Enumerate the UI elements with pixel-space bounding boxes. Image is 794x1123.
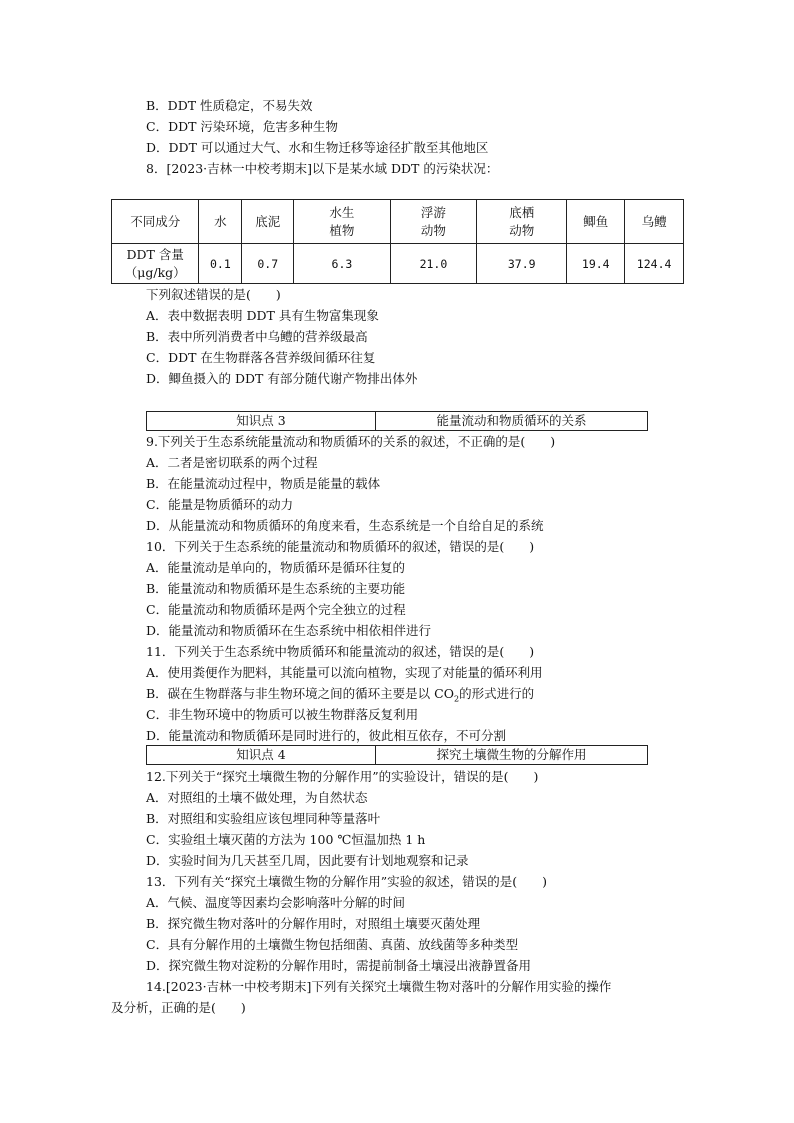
q13-option-b: B．探究微生物对落叶的分解作用时，对照组土壤要灭菌处理: [146, 916, 481, 931]
table-cell: 19.4: [567, 244, 625, 284]
q8-stem: 8．[2023·吉林一中校考期末]以下是某水域 DDT 的污染状况：: [146, 161, 499, 176]
q12-option-c: C．实验组土壤灭菌的方法为 100 ℃恒温加热 1 h: [146, 832, 426, 847]
table-header-cell: 不同成分: [112, 200, 199, 244]
table-data-row: [112, 244, 684, 284]
q8-option-a: A．表中数据表明 DDT 具有生物富集现象: [146, 308, 379, 323]
table-header-cell: 鲫鱼: [567, 200, 625, 244]
q11-option-d: D．能量流动和物质循环是同时进行的，彼此相互依存，不可分割: [146, 728, 507, 743]
knowledge-point-label: 知识点 3: [147, 412, 376, 430]
q11-option-a: A．使用粪便作为肥料，其能量可以流向植物，实现了对能量的循环利用: [146, 665, 543, 680]
q14-stem-line-1: 14.[2023·吉林一中校考期末]下列有关探究土壤微生物对落叶的分解作用实验的操作: [146, 979, 612, 994]
q10-option-b: B．能量流动和物质循环是生态系统的主要功能: [146, 581, 406, 596]
ddt-pollution-table: [111, 199, 684, 284]
table-cell: 124.4: [625, 244, 684, 284]
q13-option-d: D．探究微生物对淀粉的分解作用时，需提前制备土壤浸出液静置备用: [146, 958, 532, 973]
q7-option-c: C．DDT 污染环境，危害多种生物: [146, 119, 338, 134]
q11-option-c: C．非生物环境中的物质可以被生物群落反复利用: [146, 707, 419, 722]
q7-option-d: D．DDT 可以通过大气、水和生物迁移等途径扩散至其他地区: [146, 140, 489, 155]
q9-option-c: C．能量是物质循环的动力: [146, 497, 294, 512]
table-header-row: [112, 200, 684, 244]
table-header-cell: 底栖 动物: [477, 200, 567, 244]
table-header-cell: 底泥: [242, 200, 294, 244]
table-header-cell: 浮游 动物: [390, 200, 477, 244]
q8-option-d: D．鲫鱼摄入的 DDT 有部分随代谢产物排出体外: [146, 371, 418, 386]
knowledge-point-title: 能量流动和物质循环的关系: [436, 413, 587, 428]
q9-option-a: A．二者是密切联系的两个过程: [146, 455, 318, 470]
q7-option-b: B．DDT 性质稳定，不易失效: [146, 98, 313, 113]
q12-option-d: D．实验时间为几天甚至几周，因此要有计划地观察和记录: [146, 853, 469, 868]
q12-stem: 12.下列关于“探究土壤微生物的分解作用”的实验设计，错误的是( ): [146, 769, 539, 784]
table-header-cell: 水: [199, 200, 242, 244]
q12-option-b: B．对照组和实验组应该包埋同种等量落叶: [146, 811, 381, 826]
q8-option-b: B．表中所列消费者中乌鳢的营养级最高: [146, 329, 368, 344]
q9-option-b: B．在能量流动过程中，物质是能量的载体: [146, 476, 381, 491]
q8-option-c: C．DDT 在生物群落各营养级间循环往复: [146, 350, 376, 365]
table-row-label: DDT 含量 （μg/kg）: [112, 244, 199, 284]
q10-stem: 10．下列关于生态系统的能量流动和物质循环的叙述，错误的是( ): [146, 539, 535, 554]
q13-option-c: C．具有分解作用的土壤微生物包括细菌、真菌、放线菌等多种类型: [146, 937, 519, 952]
q11-option-b: B．碳在生物群落与非生物环境之间的循环主要是以 $CO_2$的形式进行的: [146, 686, 535, 704]
q10-option-d: D．能量流动和物质循环在生态系统中相依相伴进行: [146, 623, 432, 638]
table-header-cell: 乌鳢: [625, 200, 684, 244]
knowledge-point-title: 探究土壤微生物的分解作用: [436, 747, 587, 762]
q13-stem: 13．下列有关“探究土壤微生物的分解作用”实验的叙述，错误的是( ): [146, 874, 547, 889]
knowledge-point-label: 知识点 4: [147, 746, 376, 764]
table-cell: 0.1: [199, 244, 242, 284]
q10-option-a: A．能量流动是单向的，物质循环是循环往复的: [146, 560, 406, 575]
q9-option-d: D．从能量流动和物质循环的角度来看，生态系统是一个自给自足的系统: [146, 518, 544, 533]
q11-stem: 11．下列关于生态系统中物质循环和能量流动的叙述，错误的是( ): [146, 644, 535, 659]
table-cell: 6.3: [294, 244, 390, 284]
q10-option-c: C．能量流动和物质循环是两个完全独立的过程: [146, 602, 406, 617]
table-cell: 21.0: [390, 244, 477, 284]
q13-option-a: A．气候、温度等因素均会影响落叶分解的时间: [146, 895, 406, 910]
table-cell: 37.9: [477, 244, 567, 284]
q14-stem-line-2: 及分析，正确的是( ): [111, 1000, 246, 1015]
q8-question: 下列叙述错误的是( ): [146, 287, 281, 302]
table-cell: 0.7: [242, 244, 294, 284]
table-header-cell: 水生 植物: [294, 200, 390, 244]
knowledge-point-4-bar: [146, 745, 648, 765]
q9-stem: 9.下列关于生态系统能量流动和物质循环的关系的叙述，不正确的是( ): [146, 434, 556, 449]
q12-option-a: A．对照组的土壤不做处理，为自然状态: [146, 790, 368, 805]
knowledge-point-3-bar: [146, 411, 648, 431]
